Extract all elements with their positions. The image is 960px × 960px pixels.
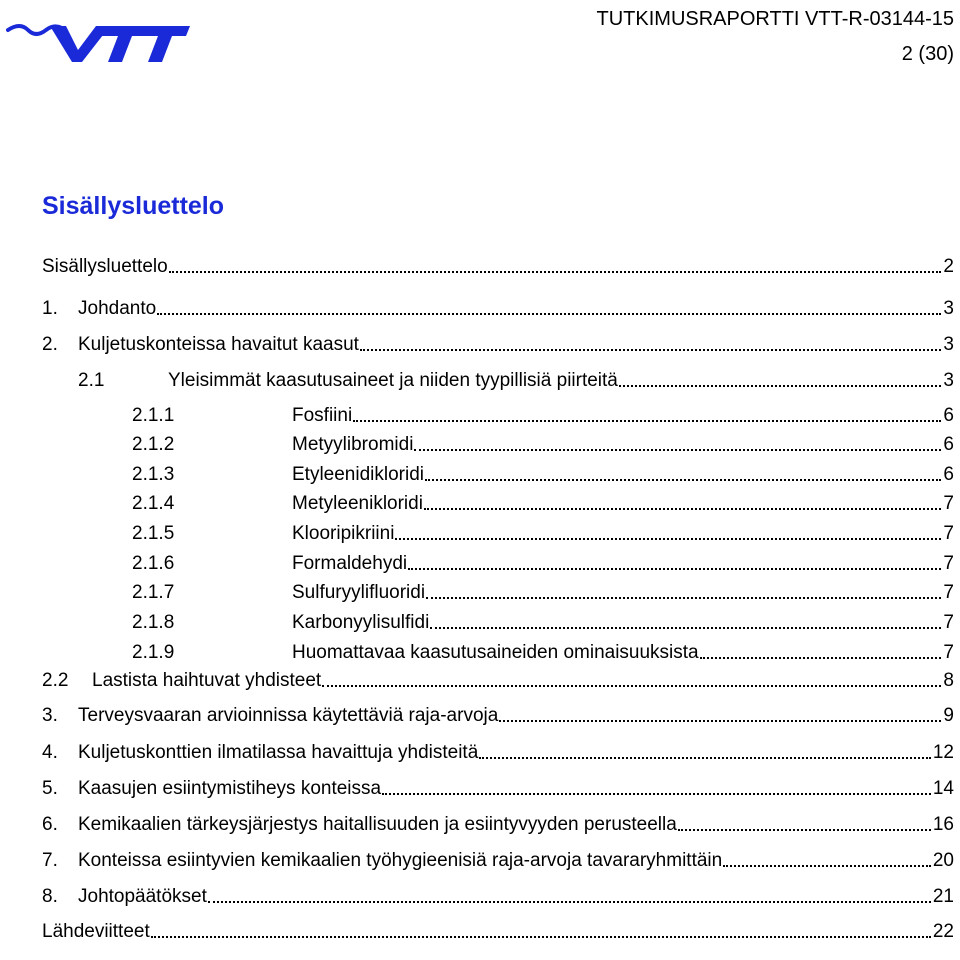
toc-entry-number: 2.2 [42,670,69,691]
toc-entry-page: 7 [943,582,954,603]
toc-entry-number: 1. [42,298,58,319]
toc-entry-page: 3 [943,370,954,391]
toc-entry-number: 2. [42,334,58,355]
toc-entry-label: Kaasujen esiintymistiheys konteissa [78,778,382,799]
toc-entry-label: Kuljetuskonttien ilmatilassa havaittuja yhdisteitä [78,742,479,763]
toc-entry-number: 7. [42,850,58,871]
toc-entry-page: 21 [932,886,954,907]
dot-leader [322,685,941,687]
dot-leader [382,793,931,795]
toc-entry-page: 7 [943,612,954,633]
toc-entry-label: Klooripikriini [292,523,395,544]
toc-entry-label: Metyleenikloridi [292,493,423,514]
dot-leader [430,627,941,629]
dot-leader [700,657,942,659]
toc-entry-page: 6 [943,405,954,426]
toc-entry[interactable] [42,842,954,872]
toc-entry-page: 3 [943,298,954,319]
toc-entry-page: 3 [943,334,954,355]
toc-entry[interactable] [132,485,954,515]
toc-entry[interactable] [42,248,954,278]
toc-entry-number: 2.1.3 [132,464,175,485]
dot-leader [151,936,931,938]
toc-entry-label: Formaldehydi [292,553,408,574]
toc-entry-page: 7 [943,523,954,544]
toc-entry-label: Sisällysluettelo [42,256,168,277]
toc-entry[interactable] [42,878,954,908]
toc-entry[interactable] [132,397,954,427]
report-id: TUTKIMUSRAPORTTI VTT-R-03144-15 [596,8,954,30]
toc-entry-number: 2.1 [78,370,105,391]
vtt-logo [6,0,190,70]
toc-entry-number: 2.1.9 [132,642,175,663]
toc-entry[interactable] [42,734,954,764]
dot-leader [424,508,941,510]
toc-entry-number: 2.1.1 [132,405,175,426]
toc-entry-label: Lastista haihtuvat yhdisteet [92,670,322,691]
toc-entry-page: 2 [943,256,954,277]
dot-leader [208,901,931,903]
dot-leader [678,829,931,831]
toc-entry-number: 3. [42,705,58,726]
dot-leader [425,479,941,481]
toc-entry[interactable] [42,770,954,800]
toc-entry-page: 9 [943,705,954,726]
toc-entry[interactable] [132,426,954,456]
toc-entry[interactable] [132,545,954,575]
toc-entry-page: 12 [932,742,954,763]
toc-entry[interactable] [42,697,954,727]
toc-entry[interactable] [42,662,954,692]
toc-entry-number: 2.1.4 [132,493,175,514]
dot-leader [414,449,941,451]
dot-leader [395,538,941,540]
toc-entry-label: Konteissa esiintyvien kemikaalien työhygieenisiä raja-arvoja tavararyhmittäin [78,850,723,871]
toc-entry-page: 22 [932,921,954,942]
toc-entry-label: Karbonyylisulfidi [292,612,430,633]
dot-leader [426,597,941,599]
dot-leader [360,349,941,351]
dot-leader [408,568,941,570]
dot-leader [499,720,941,722]
toc-entry-label: Johtopäätökset [78,886,207,907]
toc-entry-label: Kemikaalien tärkeysjärjestys haitallisuuden ja esiintyvyyden perusteella [78,814,677,835]
toc-entry-label: Johdanto [78,298,157,319]
toc-entry-page: 6 [943,434,954,455]
toc-entry-page: 7 [943,642,954,663]
toc-entry-number: 2.1.8 [132,612,175,633]
toc-entry[interactable] [42,913,954,943]
toc-entry-label: Huomattavaa kaasutusaineiden ominaisuuksista [292,642,699,663]
toc-entry-page: 6 [943,464,954,485]
toc-entry[interactable] [132,515,954,545]
dot-leader [157,313,941,315]
toc-entry-number: 2.1.7 [132,582,175,603]
toc-entry-page: 20 [932,850,954,871]
toc-entry[interactable] [132,574,954,604]
toc-entry[interactable] [132,604,954,634]
toc-entry-page: 14 [932,778,954,799]
toc-entry[interactable] [132,456,954,486]
dot-leader [723,865,931,867]
toc-entry-number: 2.1.6 [132,553,175,574]
toc-entry[interactable] [42,290,954,320]
toc-entry[interactable] [42,806,954,836]
toc-entry-page: 7 [943,493,954,514]
toc-entry-label: Metyylibromidi [292,434,414,455]
toc-entry-page: 16 [932,814,954,835]
toc-entry-label: Kuljetuskonteissa havaitut kaasut [78,334,359,355]
toc-entry-label: Sulfuryylifluoridi [292,582,426,603]
toc-entry-label: Etyleenidikloridi [292,464,425,485]
page-indicator: 2 (30) [901,43,954,65]
toc-entry-number: 6. [42,814,58,835]
dot-leader [619,385,942,387]
vtt-logo-text: VTT [6,0,8,1]
toc-entry[interactable] [132,634,954,664]
toc-entry-label: Lähdeviitteet [42,921,150,942]
toc-entry-label: Terveysvaaran arvioinnissa käytettäviä raja-arvoja [78,705,499,726]
toc-entry-label: Yleisimmät kaasutusaineet ja niiden tyypillisiä piirteitä [168,370,618,391]
toc-entry-number: 2.1.2 [132,434,175,455]
toc-entry-number: 5. [42,778,58,799]
toc-entry-label: Fosfiini [292,405,353,426]
toc-entry[interactable] [42,326,954,356]
dot-leader [479,757,931,759]
toc-heading: Sisällysluettelo [42,192,225,220]
toc-entry-number: 4. [42,742,58,763]
toc-entry-number: 8. [42,886,58,907]
dot-leader [353,420,941,422]
dot-leader [169,271,942,273]
toc-entry-page: 7 [943,553,954,574]
toc-entry[interactable] [78,362,954,392]
toc-entry-number: 2.1.5 [132,523,175,544]
toc-entry-page: 8 [943,670,954,691]
